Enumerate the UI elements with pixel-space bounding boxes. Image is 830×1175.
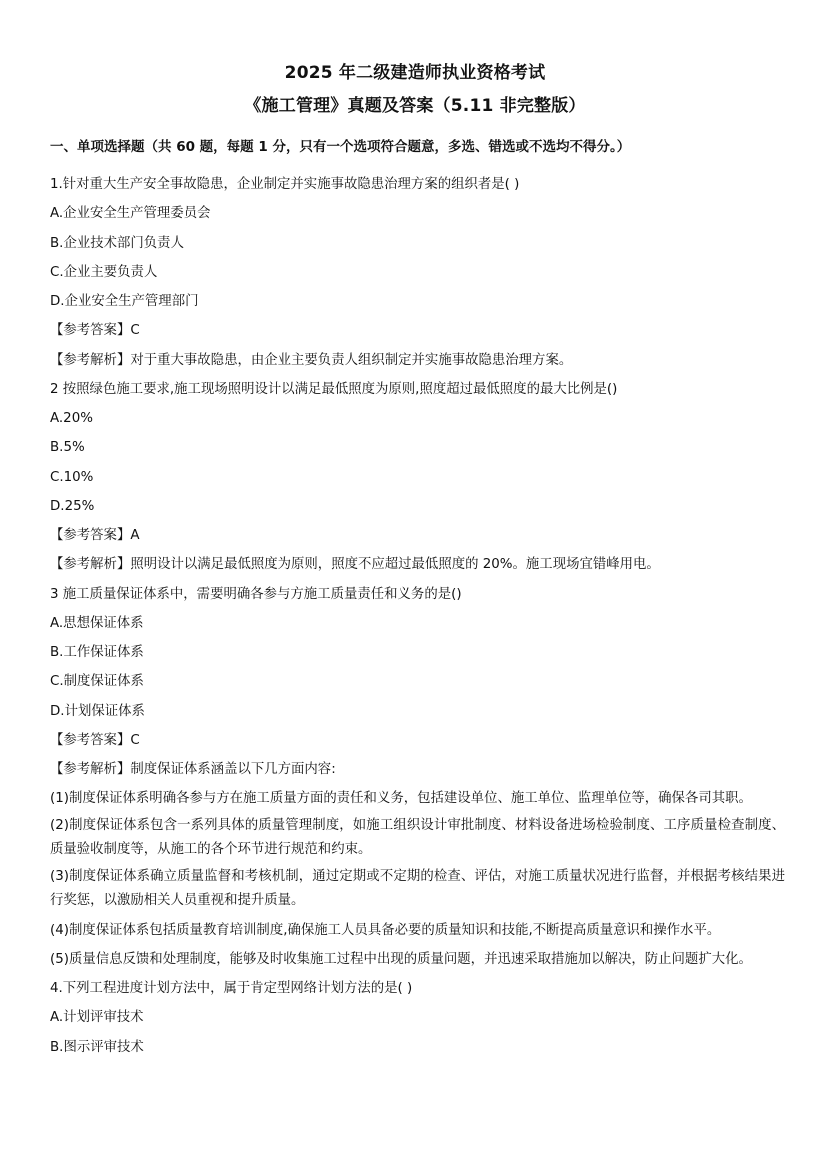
question-3-point-4: (4)制度保证体系包括质量教育培训制度,确保施工人员具备必要的质量知识和技能,不断提高质量意识和操作水平。 [50,922,721,938]
question-4-option-b: B.图示评审技术 [50,1039,144,1055]
question-3-point-2: (2)制度保证体系包含一系列具体的质量管理制度，如施工组织设计审批制度、材料设备进场检验制度、工序质量检查制度、质量验收制度等，从施工的各个环节进行规范和约束。 [50,818,785,858]
question-3-answer: 【参考答案】C [50,732,140,748]
question-1-option-a: A.企业安全生产管理委员会 [50,206,211,222]
question-4-option-a: A.计划评审技术 [50,1010,144,1026]
question-3-point-3: (3)制度保证体系确立质量监督和考核机制，通过定期或不定期的检查、评估，对施工质量状况进行监督，并根据考核结果进行奖惩，以激励相关人员重视和提升质量。 [50,869,785,909]
question-2-option-c: C.10% [50,469,94,485]
question-3-option-b: B.工作保证体系 [50,645,144,660]
question-1-option-b: B.企业技术部门负责人 [50,235,184,251]
question-2-analysis: 【参考解析】照明设计以满足最低照度为原则，照度不应超过最低照度的 20%。施工现场宜错峰用电。 [50,557,660,573]
document-title-line1: 2025 年二级建造师执业资格考试 [284,63,546,83]
question-3-option-a: A.思想保证体系 [50,615,144,631]
question-3-stem: 3 施工质量保证体系中，需要明确各参与方施工质量责任和义务的是() [50,586,462,602]
question-3-point-1: (1)制度保证体系明确各参与方在施工质量方面的责任和义务，包括建设单位、施工单位、监理单位等，确保各司其职。 [50,791,752,807]
question-1-answer: 【参考答案】C [50,323,140,339]
question-2-stem: 2 按照绿色施工要求,施工现场照明设计以满足最低照度为原则,照度超过最低照度的最大比例是() [50,381,618,397]
question-3-option-d: D.计划保证体系 [50,703,145,719]
question-2-option-b: B.5% [50,440,85,456]
section-heading: 一、单项选择题（共 60 题，每题 1 分，只有一个选项符合题意，多选、错选或不选均不得分。） [50,139,631,155]
question-3-option-c: C.制度保证体系 [50,674,144,690]
question-3-point-5: (5)质量信息反馈和处理制度，能够及时收集施工过程中出现的质量问题，并迅速采取措施加以解决，防止问题扩大化。 [50,951,752,967]
question-2-answer: 【参考答案】A [50,528,140,543]
question-2-option-d: D.25% [50,498,95,514]
question-list [50,170,785,1062]
question-1-stem: 1.针对重大生产安全事故隐患，企业制定并实施事故隐患治理方案的组织者是( ) [50,177,520,192]
document-title-line2: 《施工管理》真题及答案（5.11 非完整版） [244,96,586,116]
question-1-analysis: 【参考解析】对于重大事故隐患，由企业主要负责人组织制定并实施事故隐患治理方案。 [50,352,573,368]
question-1-option-d: D.企业安全生产管理部门 [50,294,199,309]
question-2-option-a: A.20% [50,411,93,426]
question-3-analysis: 【参考解析】制度保证体系涵盖以下几方面内容: [50,762,336,777]
question-1-option-c: C.企业主要负责人 [50,264,158,280]
question-4-stem: 4.下列工程进度计划方法中，属于肯定型网络计划方法的是( ) [50,981,413,996]
